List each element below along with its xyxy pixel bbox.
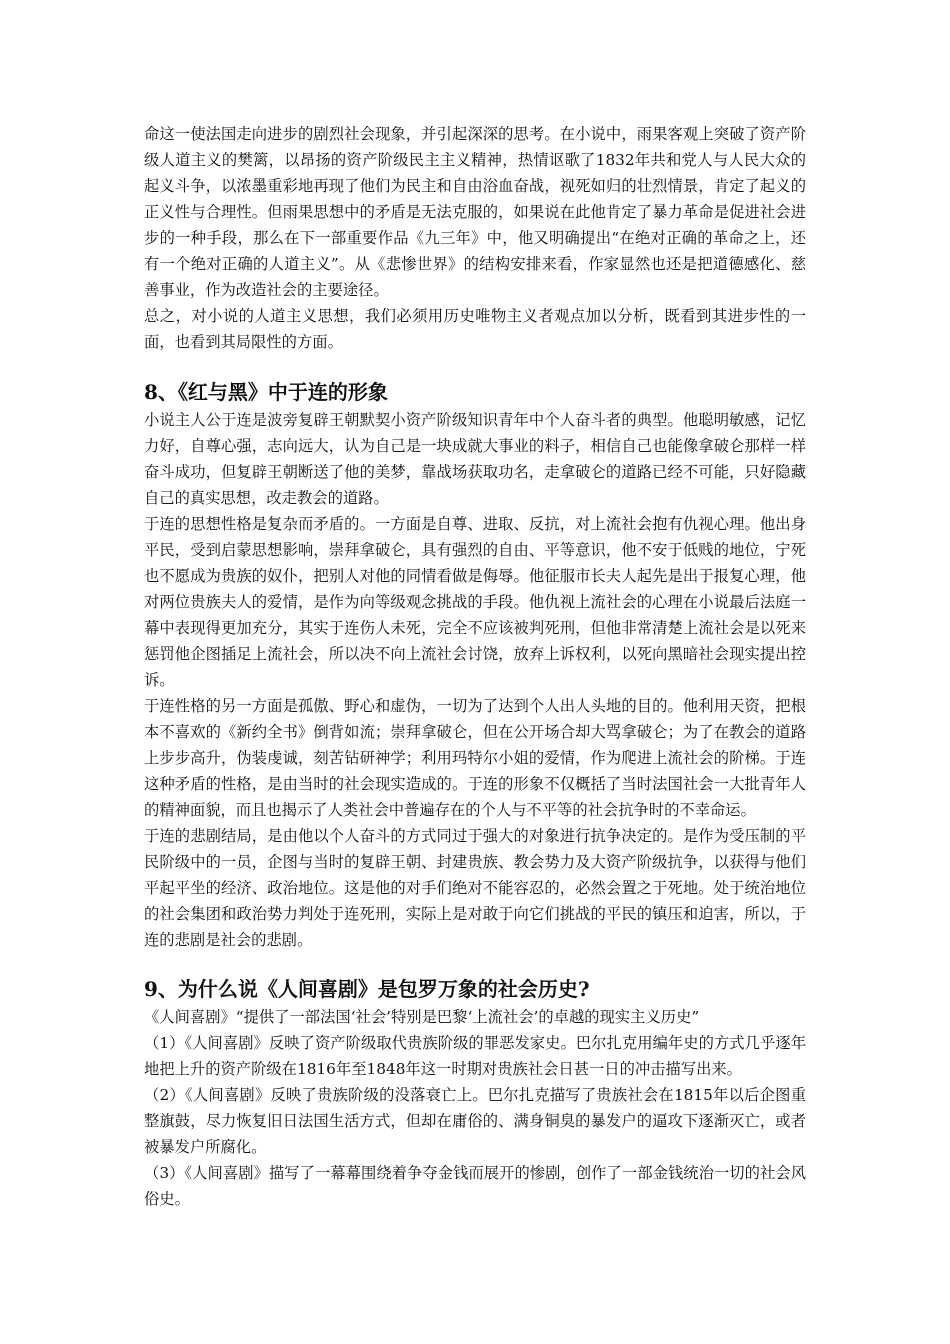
section-heading: 9、为什么说《人间喜剧》是包罗万象的社会历史? <box>144 977 590 1001</box>
body-paragraph: 于连的悲剧结局，是由他以个人奋斗的方式同过于强大的对象进行抗争决定的。是作为受压制的平民阶级中的一员，企图与当时的复辟王朝、封建贵族、教会势力及大资产阶级抗争，以获得与他们平起平坐的经济、政治地位。这是他的对手们绝对不能容忍的，必然会置之于死地。处于统治地位的社会集团和政治势力判处于连死刑，实际上是对敢于向它们挑战的平民的镇压和迫害，所以，于连的悲剧是社会的悲剧。 <box>144 827 806 949</box>
body-paragraph: 命这一使法国走向进步的剧烈社会现象，并引起深深的思考。在小说中，雨果客观上突破了资产阶级人道主义的樊篱，以昂扬的资产阶级民主主义精神，热情讴歌了1832年共和党人与人民大众的起义斗争，以浓墨重彩地再现了他们为民主和自由浴血奋战，视死如归的壮烈情景，肯定了起义的正义性与合理性。但雨果思想中的矛盾是无法克服的，如果说在此他肯定了暴力革命是促进社会进步的一种手段，那么在下一部重要作品《九三年》中，他又明确提出“在绝对正确的革命之上，还有一个绝对正确的人道主义”。从《悲惨世界》的结构安排来看，作家显然也还是把道德感化、慈善事业，作为改造社会的主要途径。 <box>144 125 806 299</box>
body-paragraph: 《人间喜剧》“提供了一部法国‘社会’特别是巴黎‘上流社会’的卓越的现实主义历史” <box>144 1008 700 1026</box>
body-paragraph: 小说主人公于连是波旁复辟王朝默契小资产阶级知识青年中个人奋斗者的典型。他聪明敏感，记忆力好，自尊心强，志向远大，认为自己是一块成就大事业的料子，相信自己也能像拿破仑那样一样奋斗成功，但复辟王朝断送了他的美梦，靠战场获取功名，走拿破仑的道路已经不可能，只好隐藏自己的真实思想，改走教会的道路。 <box>144 411 806 507</box>
body-paragraph: （1）《人间喜剧》反映了资产阶级取代贵族阶级的罪恶发家史。巴尔扎克用编年史的方式几乎逐年地把上升的资产阶级在1816年至1848年这一时期对贵族社会日甚一日的冲击描写出来。 <box>144 1034 806 1078</box>
body-paragraph: 于连性格的另一方面是孤傲、野心和虚伪，一切为了达到个人出人头地的目的。他利用天资，把根本不喜欢的《新约全书》倒背如流；崇拜拿破仑，但在公开场合却大骂拿破仑；为了在教会的道路上步步高升，伪装虔诚，刻苦钻研神学；利用玛特尔小姐的爱情，作为爬进上流社会的阶梯。于连这种矛盾的性格，是由当时的社会现实造成的。于连的形象不仅概括了当时法国社会一大批青年人的精神面貌，而且也揭示了人类社会中普遍存在的个人与不平等的社会抗争时的不幸命运。 <box>144 697 806 819</box>
section-heading: 8、《红与黑》中于连的形象 <box>144 380 388 404</box>
body-paragraph: 总之，对小说的人道主义思想，我们必须用历史唯物主义者观点加以分析，既看到其进步性的一面，也看到其局限性的方面。 <box>144 307 806 351</box>
body-paragraph: （2）《人间喜剧》反映了贵族阶级的没落衰亡上。巴尔扎克描写了贵族社会在1815年以后企图重整旗鼓，尽力恢复旧日法国生活方式，但却在庸俗的、满身铜臭的暴发户的逼攻下逐渐灭亡，或者被暴发户所腐化。 <box>144 1086 806 1156</box>
body-paragraph: 于连的思想性格是复杂而矛盾的。一方面是自尊、进取、反抗，对上流社会抱有仇视心理。他出身平民，受到启蒙思想影响，崇拜拿破仑，具有强烈的自由、平等意识，他不安于低贱的地位，宁死也不愿成为贵族的奴仆，把别人对他的同情看做是侮辱。他征服市长夫人起先是出于报复心理，他对两位贵族夫人的爱情，是作为向等级观念挑战的手段。他仇视上流社会的心理在小说最后法庭一幕中表现得更加充分，其实于连伤人未死，完全不应该被判死刑，但他非常清楚上流社会是以死来惩罚他企图插足上流社会，所以决不向上流社会讨饶，放弃上诉权利，以死向黑暗社会现实提出控诉。 <box>144 515 806 689</box>
body-paragraph: （3）《人间喜剧》描写了一幕幕围绕着争夺金钱而展开的惨剧，创作了一部金钱统治一切的社会风俗史。 <box>144 1164 806 1208</box>
